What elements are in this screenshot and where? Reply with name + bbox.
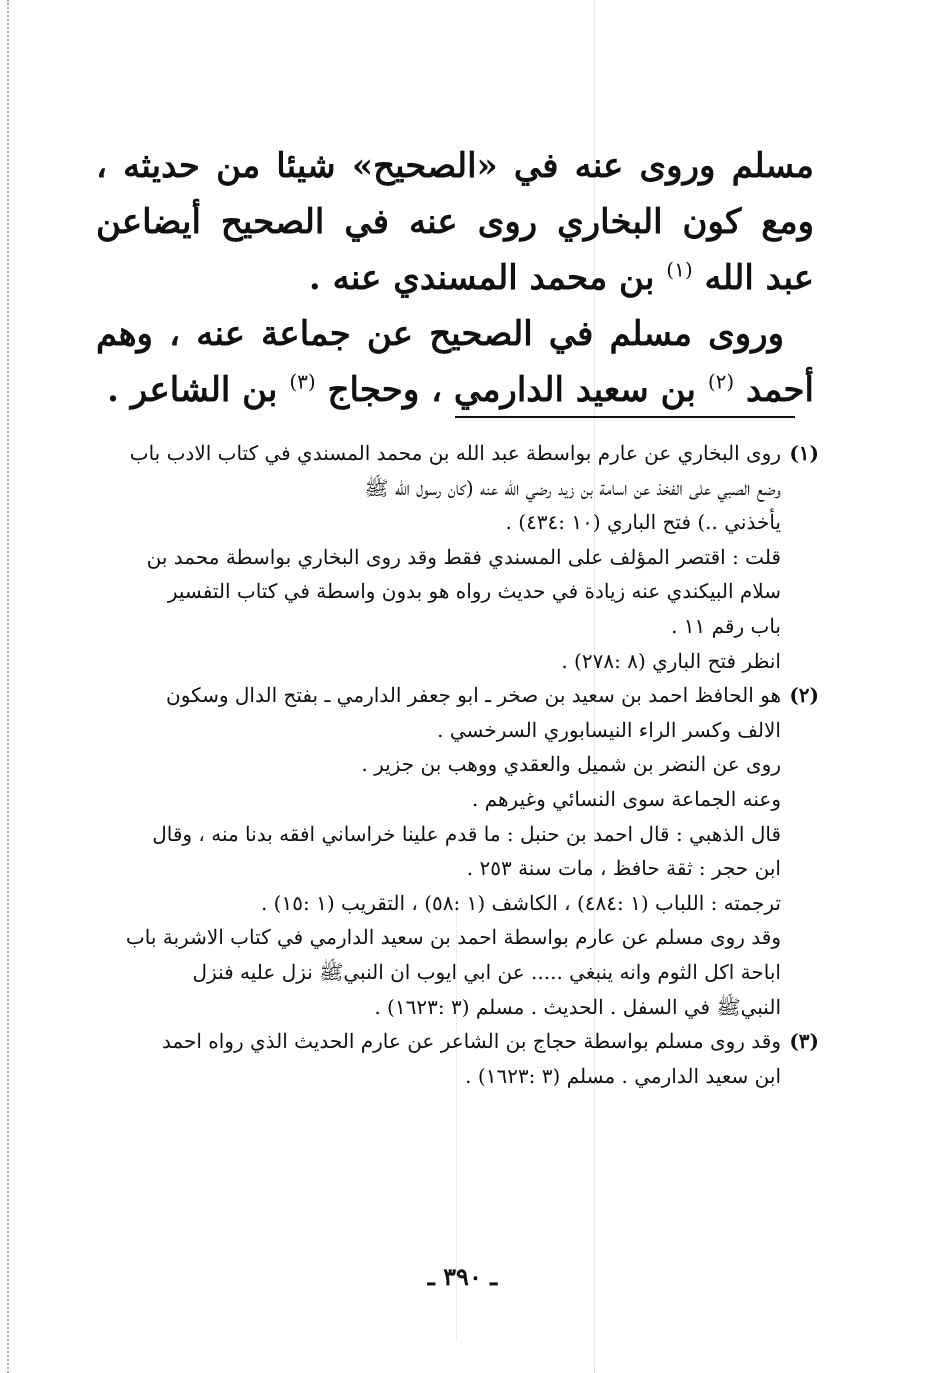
- footnote-ref-1[interactable]: (١): [666, 257, 693, 282]
- footnote-line: قال الذهبي : قال احمد بن حنبل : ما قدم علينا خراساني افقه بدنا منه ، وقال: [152, 821, 781, 846]
- footnote-body: [104, 678, 781, 1024]
- footnote-line: الالف وكسر الراء النيسابوري السرخسي .: [437, 717, 781, 742]
- footnote-body: [104, 436, 781, 678]
- footnote-line: ابن سعيد الدارمي . مسلم (٣ :١٦٢٣) .: [465, 1063, 781, 1088]
- footnote-ref-2[interactable]: (٢): [707, 369, 735, 394]
- footnote-line: وضع الصبي على الفخذ عن اسامة بن زيد رضي الله عنه (كان رسول الله ﷺ: [364, 475, 781, 500]
- footnote-number: (١): [789, 441, 819, 465]
- footnote-number: (٣): [789, 1029, 819, 1054]
- main-text: [96, 138, 814, 418]
- footnote-line: وعنه الجماعة سوى النسائي وغيرهم .: [471, 786, 781, 811]
- footnote-line: النبيﷺ في السفل . الحديث . مسلم (٣ :١٦٢٣) .: [374, 994, 781, 1019]
- paragraph-1: [96, 138, 814, 306]
- footnote-line: ترجمته : اللباب (١ :٤٨٤) ، الكاشف (١ :٥٨) ، التقريب (١ :١٥) .: [260, 890, 781, 915]
- footnote-2: [104, 678, 819, 1024]
- paragraph-2: [96, 306, 814, 418]
- footnote-line: روى عن النضر بن شميل والعقدي ووهب بن جزير .: [361, 752, 781, 777]
- paragraph-2-text-b: بن سعيد الدارمي ، وحجاج: [327, 370, 696, 410]
- footnote-1: [104, 436, 819, 678]
- footnote-line: ابن حجر : ثقة حافظ ، مات سنة ٢٥٣ .: [466, 856, 781, 881]
- footnote-separator: [455, 416, 795, 418]
- footnote-line: وقد روى مسلم بواسطة حجاج بن الشاعر عن عارم الحديث الذي رواه احمد: [161, 1029, 781, 1054]
- footnote-line: يأخذني ..) فتح الباري (١٠ :٤٣٤) .: [505, 510, 781, 535]
- page-number: ـ ٣٩٠ ـ: [427, 1262, 498, 1291]
- footnote-line: هو الحافظ احمد بن سعيد بن صخر ـ ابو جعفر الدارمي ـ بفتح الدال وسكون: [166, 683, 781, 708]
- footnote-line: سلام البيكندي عنه زيادة في حديث رواه هو بدون واسطة في كتاب التفسير: [167, 579, 781, 604]
- paragraph-2-text-a: وروى مسلم في الصحيح عن جماعة عنه ، وهم أحمد: [96, 314, 814, 410]
- footnote-line: روى البخاري عن عارم بواسطة عبد الله بن محمد المسندي في كتاب الادب باب: [129, 441, 781, 465]
- footnote-number: (٢): [789, 683, 819, 708]
- footnote-line: اباحة اكل الثوم وانه ينبغي ..... عن ابي ايوب ان النبيﷺ نزل عليه فنزل: [192, 959, 781, 984]
- footnote-line: انظر فتح الباري (٨ :٢٧٨) .: [561, 648, 781, 673]
- footnote-3: [104, 1024, 819, 1093]
- footnote-line: باب رقم ١١ .: [671, 613, 781, 638]
- footnote-line: قلت : اقتصر المؤلف على المسندي فقط وقد روى البخاري بواسطة محمد بن: [146, 544, 781, 569]
- paragraph-2-text-c: بن الشاعر .: [107, 370, 278, 410]
- footnote-body: [104, 1024, 781, 1093]
- paragraph-1-text-a: مسلم وروى عنه في «الصحيح» شيئا من حديثه ، ومع كون البخاري روى عنه في الصحيح أيضاعن عبد الله: [96, 146, 814, 298]
- footnotes: [104, 436, 819, 1093]
- scan-margin-dots: [7, 0, 9, 1373]
- paragraph-1-text-b: بن محمد المسندي عنه .: [308, 258, 655, 298]
- footnote-line: وقد روى مسلم عن عارم بواسطة احمد بن سعيد الدارمي في كتاب الاشربة باب: [125, 925, 781, 950]
- footnote-ref-3[interactable]: (٣): [289, 369, 316, 394]
